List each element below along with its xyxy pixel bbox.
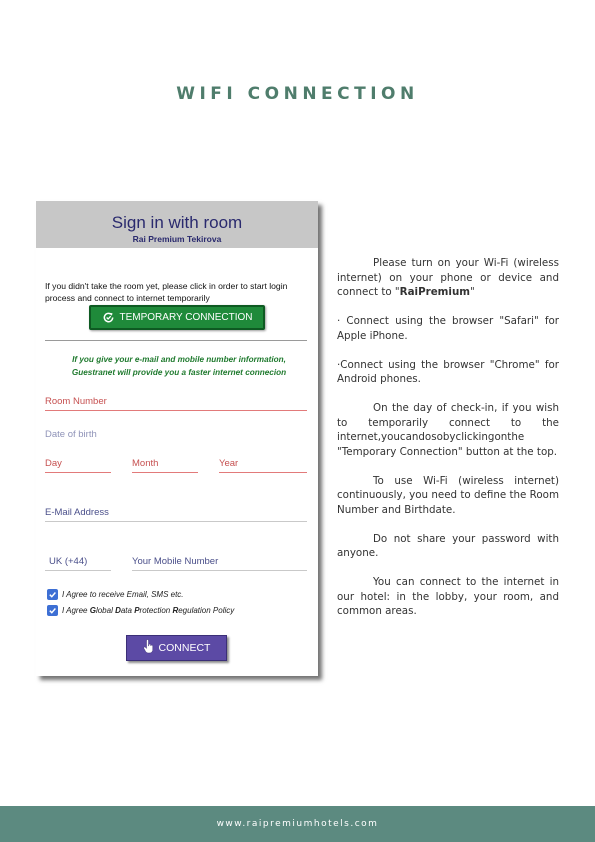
gdpr-initial: D: [115, 606, 121, 615]
connect-button[interactable]: [126, 635, 227, 661]
hand-pointer-icon: [143, 639, 154, 657]
card-header: [36, 201, 318, 248]
year-field[interactable]: Year: [219, 458, 307, 473]
gdpr-text: I Agree: [62, 606, 90, 615]
consent-gdpr-label: [62, 606, 234, 615]
card-title: Sign in with room: [111, 213, 243, 232]
consent-gdpr-checkbox[interactable]: [47, 605, 58, 616]
room-number-field[interactable]: Room Number: [45, 396, 307, 411]
wifi-login-screenshot: [36, 201, 318, 676]
email-field[interactable]: E-Mail Address: [45, 507, 307, 522]
info-message: [45, 353, 313, 379]
instruction-text: Please turn on your Wi-Fi (wireless internet) on your phone or device and connect to ": [337, 257, 559, 298]
instruction-safari: · Connect using the browser "Safari" for Apple iPhone.: [337, 315, 559, 342]
instruction-password: Do not share your password with anyone.: [337, 532, 559, 559]
check-icon: [48, 590, 57, 599]
instruction-chrome: ·Connect using the browser "Chrome" for Android phones.: [337, 358, 559, 385]
gdpr-text: egulation Policy: [178, 606, 235, 615]
check-icon: [48, 606, 57, 615]
instruction-wifi: [337, 256, 559, 300]
gdpr-text: lobal: [95, 606, 116, 615]
temporary-connection-label: TEMPORARY CONNECTION: [119, 312, 253, 323]
day-field[interactable]: Day: [45, 458, 111, 473]
temporary-connection-button[interactable]: [89, 305, 265, 330]
hotel-name: Rai Premium Tekirova: [132, 234, 222, 244]
mobile-number-field[interactable]: Your Mobile Number: [132, 556, 307, 571]
footer-url[interactable]: www.raipremiumhotels.com: [216, 819, 379, 829]
month-field[interactable]: Month: [132, 458, 198, 473]
consent-gdpr-row[interactable]: [47, 605, 234, 616]
country-code-select[interactable]: UK (+44): [45, 556, 111, 571]
info-message-line-1: If you give your e-mail and mobile number information,: [72, 355, 286, 364]
gdpr-initial: P: [134, 606, 140, 615]
divider: [45, 340, 307, 341]
instruction-text: ": [470, 286, 475, 298]
instruction-locations: You can connect to the internet in our hotel: in the lobby, your room, and common areas.: [337, 576, 559, 617]
instructions: [337, 256, 559, 633]
refresh-icon: [102, 311, 115, 324]
network-name: RaiPremium: [399, 286, 471, 298]
instruction-continuous: To use Wi-Fi (wireless internet) continuously, you need to define the Room Number and Birthdate.: [337, 474, 559, 516]
info-message-line-2: Guestranet will provide you a faster internet connecion: [71, 368, 287, 377]
consent-email-checkbox[interactable]: [47, 589, 58, 600]
gdpr-initial: G: [89, 606, 96, 615]
gdpr-text: ata: [120, 606, 135, 615]
gdpr-initial: R: [172, 606, 179, 615]
instruction-temporary: On the day of check-in, if you wish to temporarily connect to the internet,youcandosobyclickingonthe "Temporary Connection" button at the top.: [337, 402, 559, 458]
temporary-connection-note: If you didn't take the room yet, please click in order to start login process and connect to internet temporarily: [45, 281, 288, 303]
date-of-birth-label: Date of birth: [45, 429, 97, 440]
connect-button-label: CONNECT: [158, 642, 211, 654]
page-title: WIFI CONNECTION: [176, 84, 419, 104]
consent-email-label: I Agree to receive Email, SMS etc.: [62, 590, 184, 599]
gdpr-text: rotection: [139, 606, 173, 615]
footer: [0, 806, 595, 842]
consent-email-row[interactable]: [47, 589, 184, 600]
